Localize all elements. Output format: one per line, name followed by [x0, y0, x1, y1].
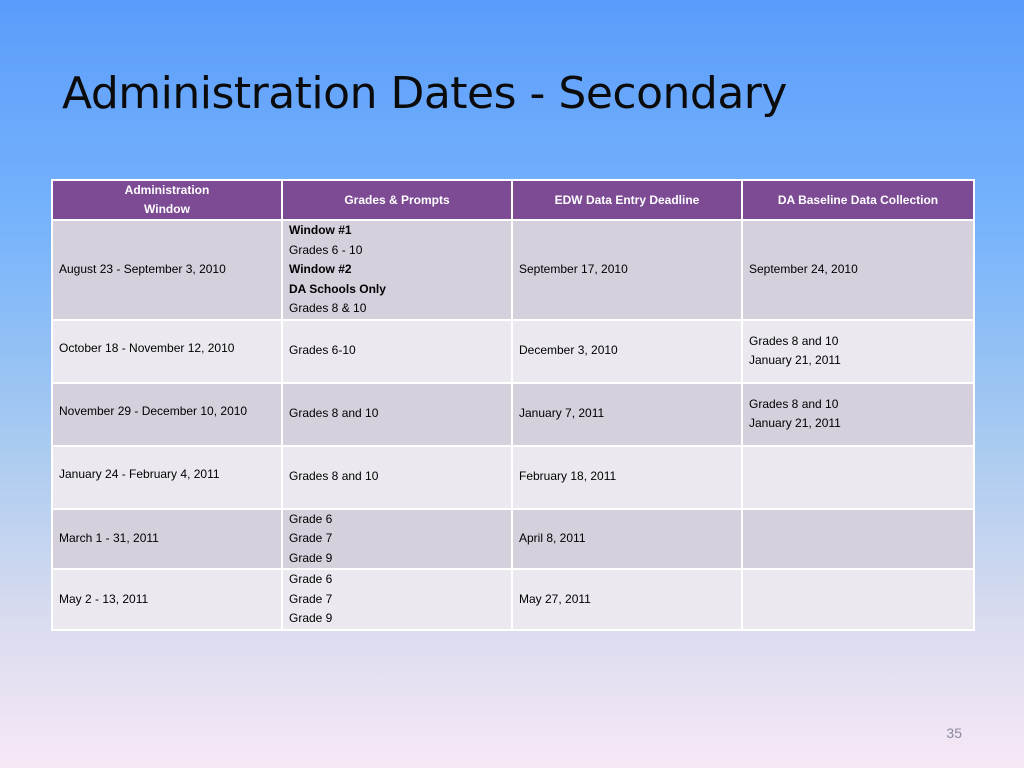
window-cell [52, 320, 282, 383]
window-text: January 24 - February 4, 2011 [59, 467, 220, 482]
grades-cell [282, 509, 512, 570]
da-cell [742, 446, 974, 509]
grades-line: Grade 6 [289, 511, 333, 526]
da-line: January 21, 2011 [749, 353, 841, 367]
grades-cell [282, 220, 512, 320]
da-line: Grades 8 and 10 [749, 396, 839, 411]
edw-cell: September 17, 2010 [512, 220, 742, 320]
window-cell [52, 383, 282, 446]
edw-cell: February 18, 2011 [512, 446, 742, 509]
table-header-row [52, 180, 974, 220]
window-cell [52, 446, 282, 509]
table-row [52, 509, 974, 570]
grades-line: DA Schools Only [289, 281, 386, 296]
window-text: November 29 - December 10, 2010 [59, 404, 248, 419]
grades-cell [282, 383, 512, 446]
grades-cell [282, 446, 512, 509]
slide-title: Administration Dates - Secondary [62, 68, 787, 119]
da-line: September 24, 2010 [749, 262, 858, 276]
window-cell: August 23 - September 3, 2010 [52, 220, 282, 320]
table-row [52, 446, 974, 509]
edw-cell: December 3, 2010 [512, 320, 742, 383]
da-cell [742, 383, 974, 446]
window-text: October 18 - November 12, 2010 [59, 341, 235, 356]
da-line: January 21, 2011 [749, 416, 841, 430]
window-cell: March 1 - 31, 2011 [52, 509, 282, 570]
grades-line: Grade 7 [289, 531, 333, 545]
grades-line: Grades 8 and 10 [289, 469, 379, 484]
grades-cell [282, 569, 512, 630]
edw-cell: January 7, 2011 [512, 383, 742, 446]
da-cell [742, 220, 974, 320]
grades-line: Grade 6 [289, 572, 333, 586]
grades-cell [282, 320, 512, 383]
grades-line: Grades 6 - 10 [289, 242, 363, 257]
table-row [52, 220, 974, 320]
table-row [52, 320, 974, 383]
da-line: Grades 8 and 10 [749, 333, 839, 348]
grades-line: Grade 9 [289, 550, 333, 565]
grades-line: Grades 6-10 [289, 343, 356, 358]
header-edw-deadline: EDW Data Entry Deadline [512, 180, 742, 220]
header-da-baseline: DA Baseline Data Collection [742, 180, 974, 220]
da-cell [742, 509, 974, 570]
header-line: Administration [124, 183, 210, 197]
grades-line: Grades 8 and 10 [289, 406, 379, 421]
table-row [52, 383, 974, 446]
header-line: Window [144, 202, 190, 216]
window-cell: May 2 - 13, 2011 [52, 569, 282, 630]
grades-line: Window #2 [289, 262, 352, 276]
edw-cell: April 8, 2011 [512, 509, 742, 570]
header-administration-window [52, 180, 282, 220]
table-row [52, 569, 974, 630]
grades-line: Grades 8 & 10 [289, 301, 367, 315]
da-cell [742, 569, 974, 630]
page-number: 35 [946, 725, 962, 741]
edw-cell: May 27, 2011 [512, 569, 742, 630]
administration-dates-table [51, 179, 975, 631]
da-cell [742, 320, 974, 383]
grades-line: Window #1 [289, 223, 352, 237]
grades-line: Grade 7 [289, 591, 333, 606]
header-grades-prompts: Grades & Prompts [282, 180, 512, 220]
grades-line: Grade 9 [289, 611, 333, 625]
